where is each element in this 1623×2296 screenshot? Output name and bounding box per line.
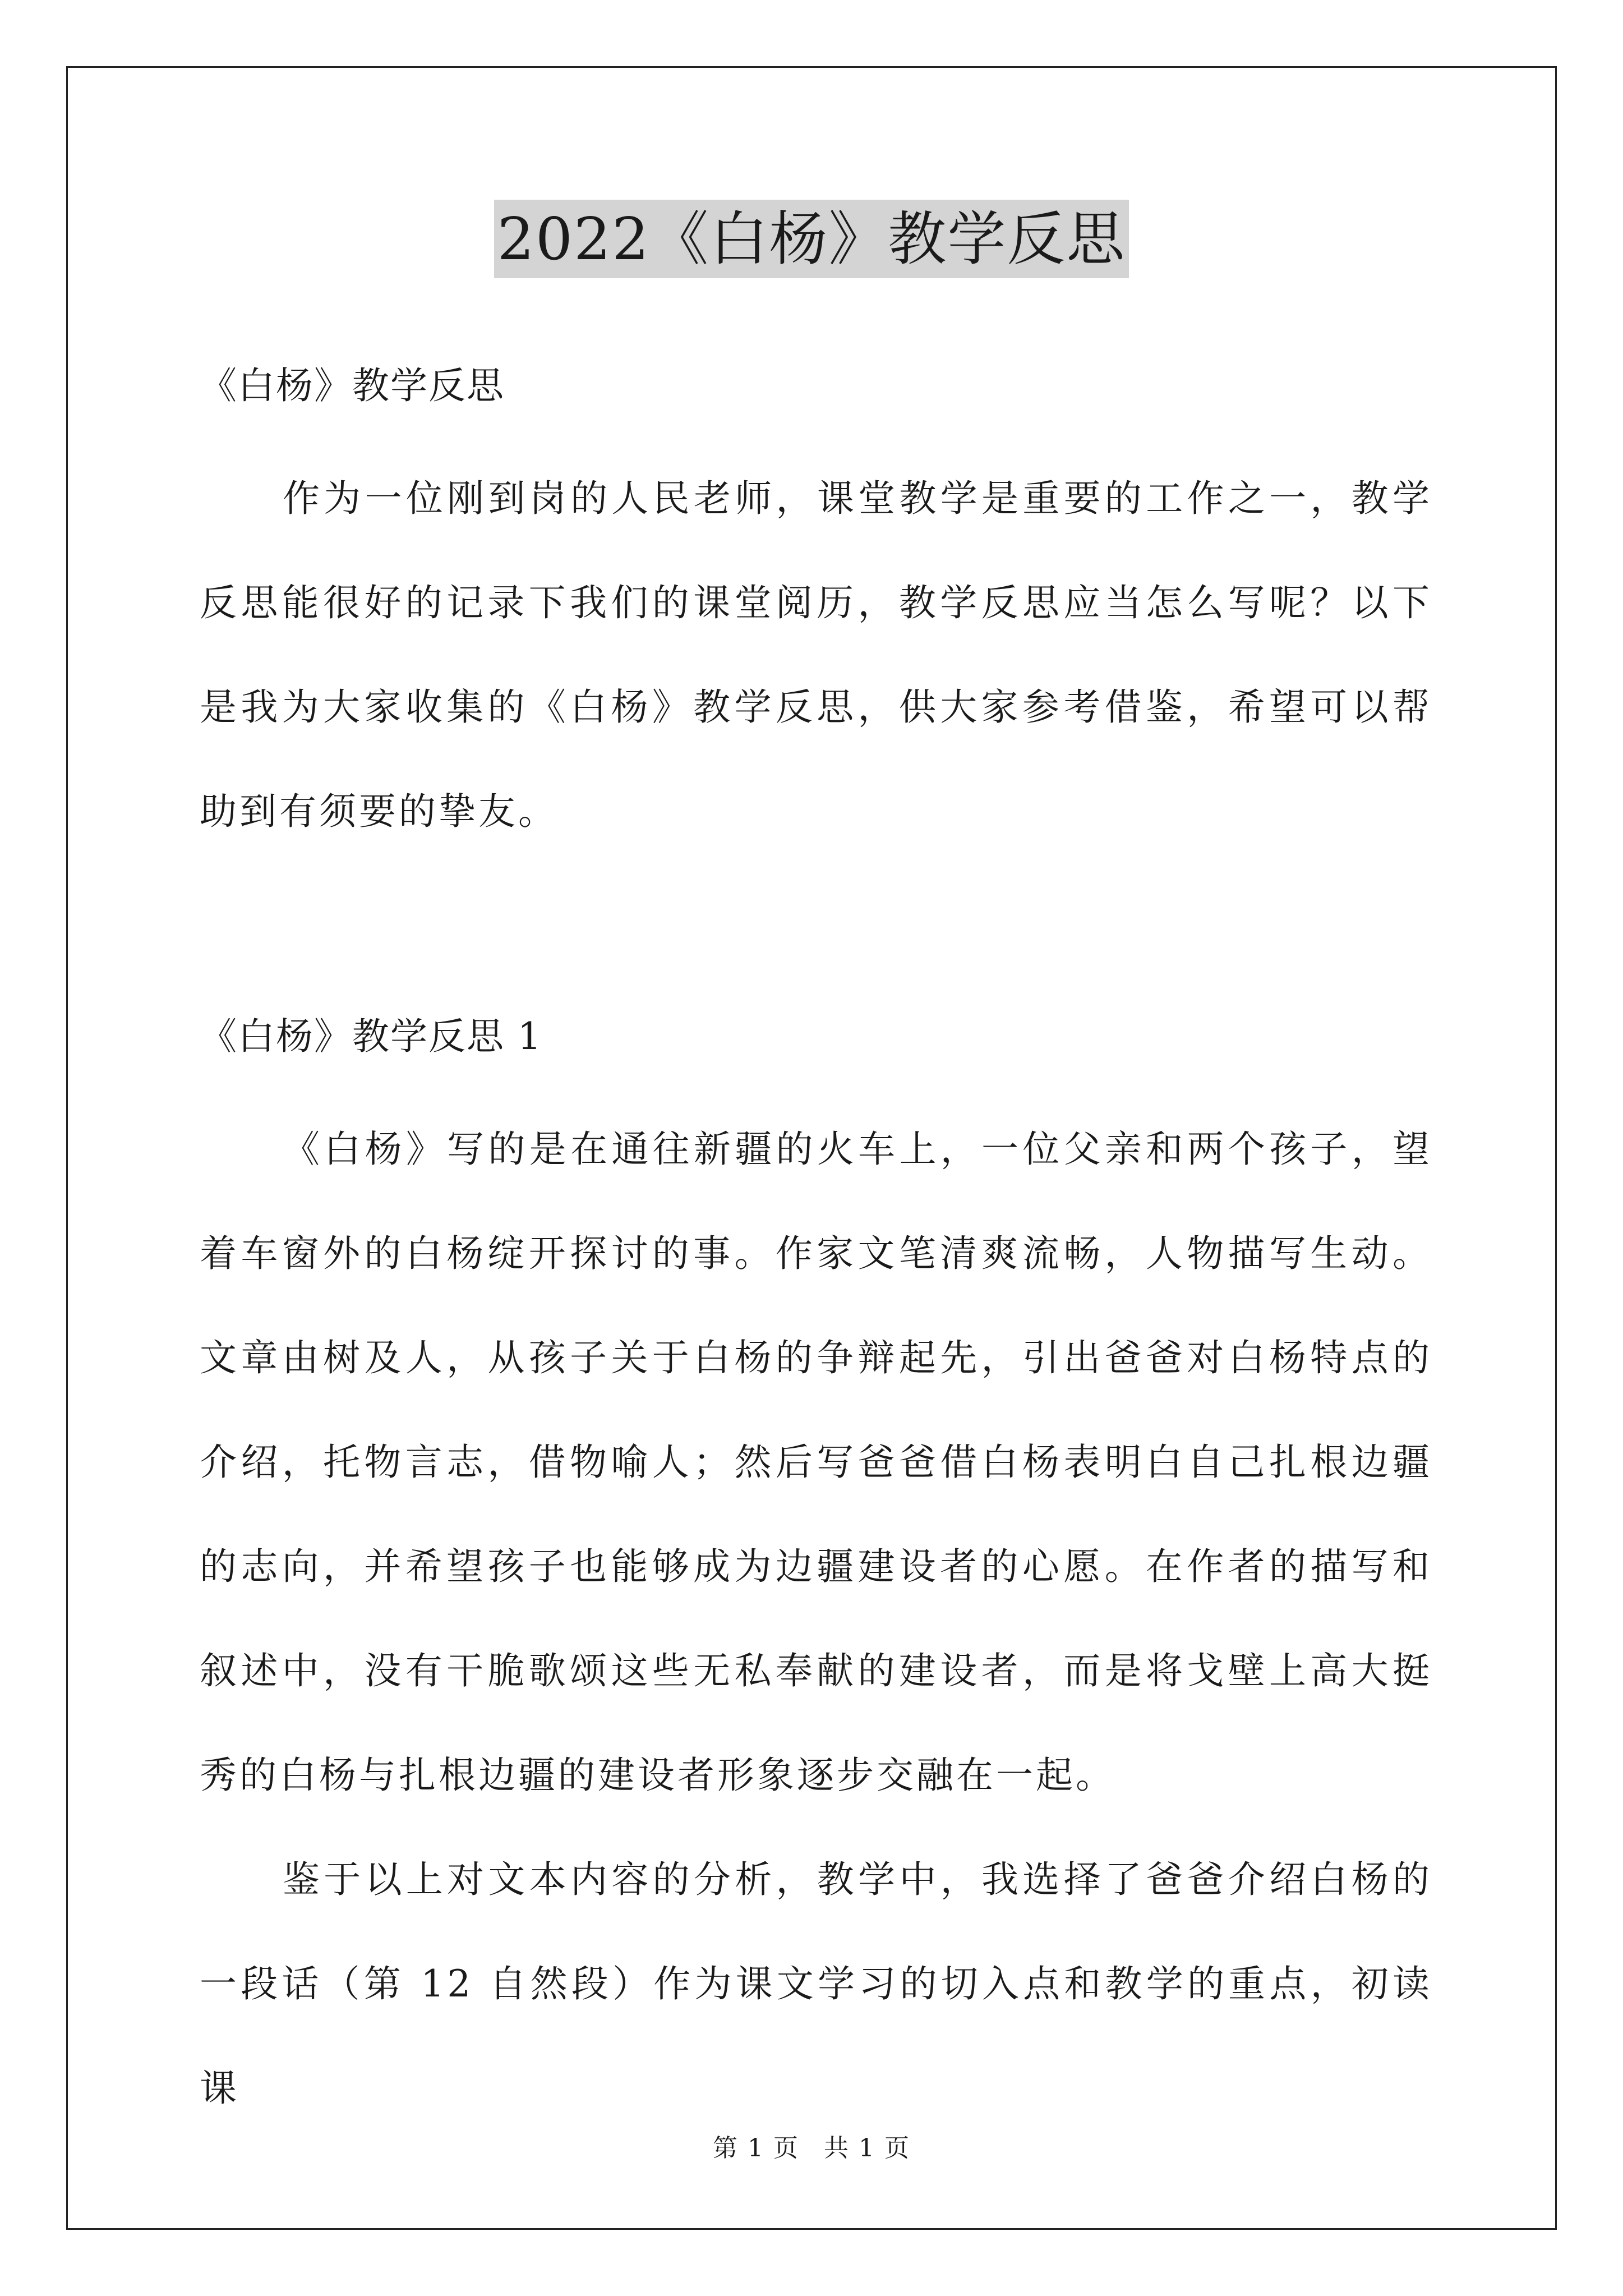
title-container: [0, 200, 1623, 278]
page-footer: [0, 2132, 1623, 2165]
intro-paragraph: 作为一位刚到岗的人民老师，课堂教学是重要的工作之一，教学反思能很好的记录下我们的课堂阅历，教学反思应当怎么写呢？以下是我为大家收集的《白杨》教学反思，供大家参考借鉴，希望可以帮助到有须要的挚友。: [200, 477, 1432, 833]
section-1-paragraph-1: 《白杨》写的是在通往新疆的火车上，一位父亲和两个孩子，望着车窗外的白杨绽开探讨的事。作家文笔清爽流畅，人物描写生动。文章由树及人，从孩子关于白杨的争辩起先，引出爸爸对白杨特点的介绍，托物言志，借物喻人；然后写爸爸借白杨表明白自己扎根边疆的志向，并希望孩子也能够成为边疆建设者的心愿。在作者的描写和叙述中，没有干脆歌颂这些无私奉献的建设者，而是将戈壁上高大挺秀的白杨与扎根边疆的建设者形象逐步交融在一起。: [200, 1128, 1432, 1797]
document-body: [200, 314, 1432, 2141]
section-1-paragraph-2: 鉴于以上对文本内容的分析，教学中，我选择了爸爸介绍白杨的一段话（第 12 自然段）作为课文学习的切入点和教学的重点，初读课: [200, 1858, 1432, 2110]
page-total: 共 1 页: [824, 2134, 910, 2162]
document-title: 2022《白杨》教学反思: [494, 200, 1129, 278]
section-heading-intro: 《白杨》教学反思: [200, 364, 505, 407]
page-number: 第 1 页: [713, 2134, 799, 2162]
section-heading-1: 《白杨》教学反思 1: [200, 1015, 542, 1058]
